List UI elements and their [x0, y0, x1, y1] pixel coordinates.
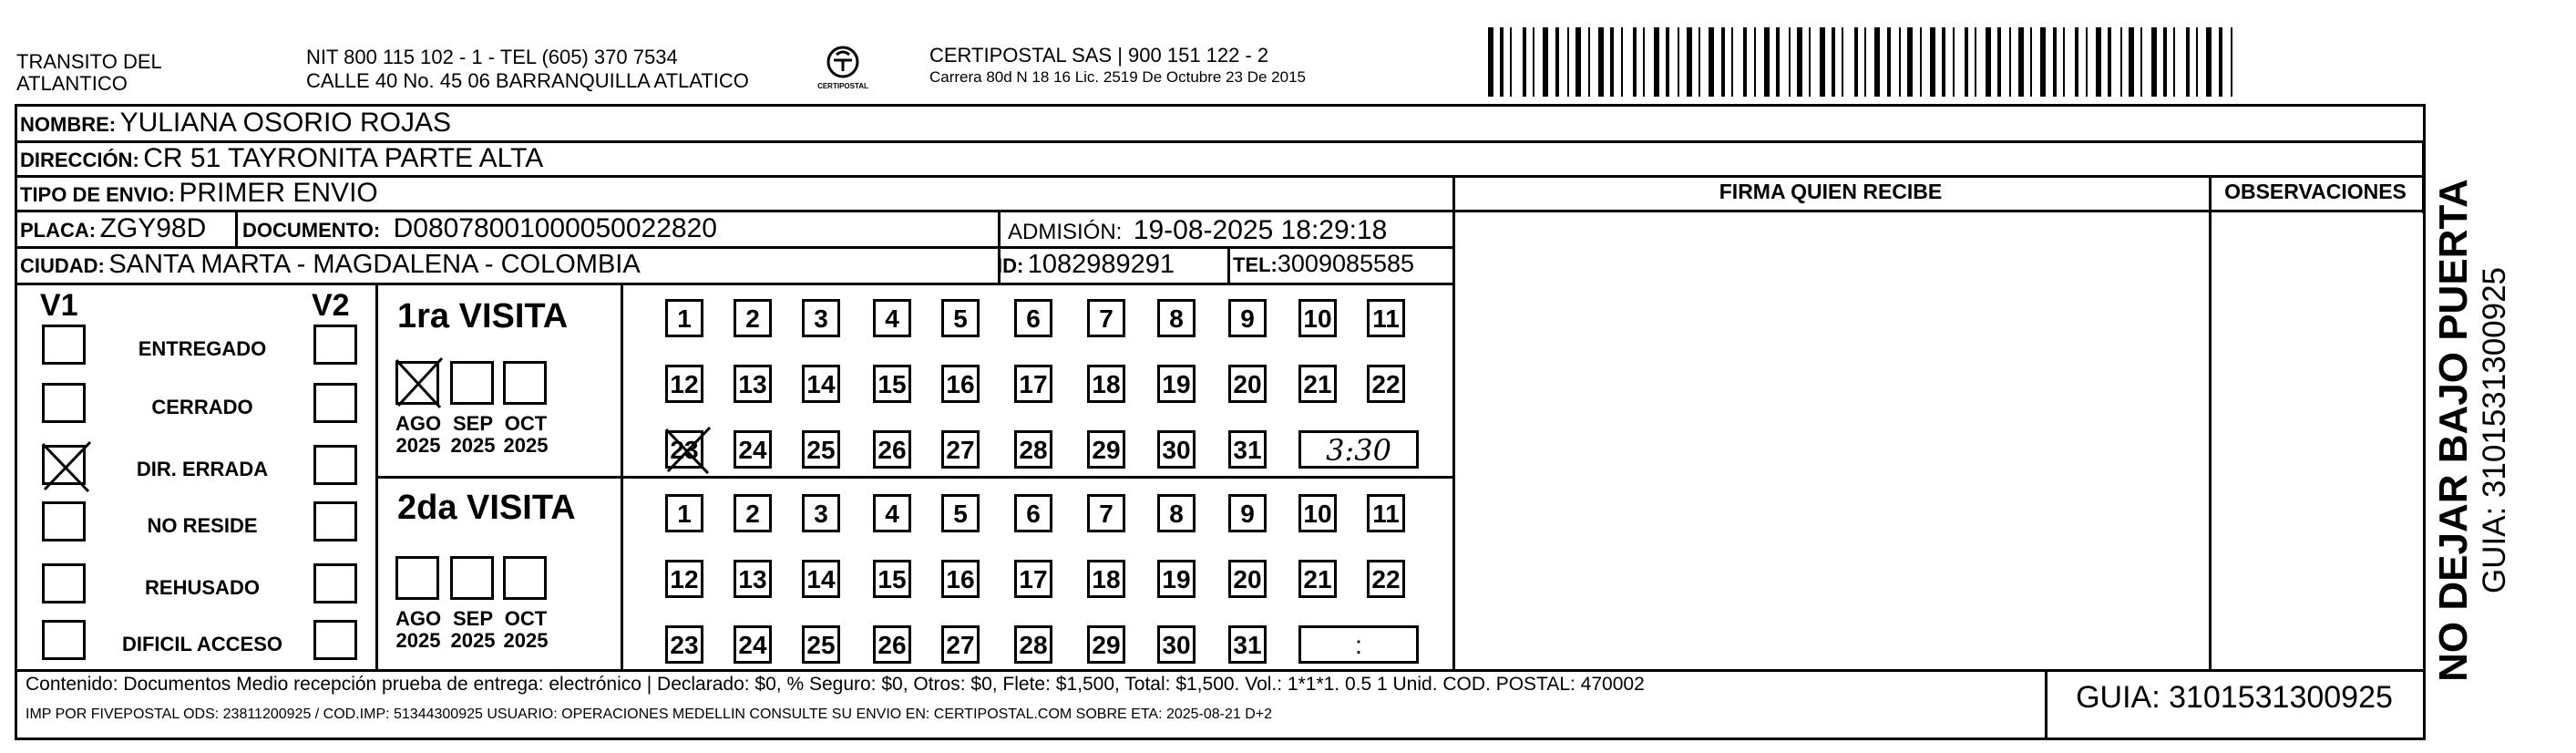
barcode-bar: [1598, 27, 1604, 97]
v2-checkbox[interactable]: [313, 501, 357, 542]
barcode-bar: [2086, 27, 2088, 97]
barcode-bar: [1953, 27, 1955, 97]
visit2-month-year: 2025: [450, 629, 496, 652]
admission-label: ADMISIÓN:: [1008, 220, 1123, 244]
contents-line: Contenido: Documentos Medio recepción prueba de entrega: electrónico | Declarado: $0, % Seguro: $0, Otros: $0, Flete: $1,500, Total: $1,500. Vol.: 1*1*1. 0.5 1 Unid. COD. POSTAL: 470002: [26, 674, 1645, 695]
visit2-day-box[interactable]: 6: [1014, 494, 1052, 532]
tel-field: [1233, 250, 1414, 278]
visit1-day-box[interactable]: 3: [802, 299, 840, 337]
v2-checkbox[interactable]: [313, 445, 357, 485]
v2-header: V2: [312, 288, 350, 323]
barcode-bar: [1621, 27, 1623, 97]
visit2-month-checkbox[interactable]: [450, 556, 494, 600]
id-field: [997, 250, 1175, 280]
visit1-month-year: 2025: [395, 434, 441, 457]
visit1-day-box[interactable]: 21: [1298, 365, 1337, 403]
signature-header: FIRMA QUIEN RECIBE: [1719, 180, 1943, 203]
visit1-day-box[interactable]: 29: [1087, 430, 1125, 469]
visit1-day-box[interactable]: 10: [1298, 299, 1337, 337]
status-label: DIR. ERRADA: [136, 458, 269, 480]
visit1-day-box[interactable]: 23: [665, 430, 703, 469]
address-row: [20, 143, 543, 174]
visit1-day-box[interactable]: 13: [734, 365, 772, 403]
visit2-month-label: AGO: [395, 607, 442, 630]
v1-header: V1: [40, 288, 78, 323]
visit1-day-box[interactable]: 18: [1087, 365, 1125, 403]
visit2-day-box[interactable]: 29: [1087, 625, 1125, 664]
status-label: NO RESIDE: [147, 514, 258, 537]
status-label: CERRADO: [151, 396, 253, 418]
visit1-day-box[interactable]: 20: [1228, 365, 1267, 403]
barcode-bar: [1754, 27, 1756, 97]
barcode-bar: [1887, 27, 1891, 97]
document-value: D08078001000050022820: [393, 213, 717, 243]
visit2-day-box[interactable]: 23: [665, 625, 703, 664]
barcode-bar: [1920, 27, 1922, 97]
sender-nit: [306, 46, 749, 93]
visit2-day-box[interactable]: 26: [873, 625, 911, 664]
barcode-bar: [1709, 27, 1714, 97]
visit1-month-label: OCT: [504, 412, 548, 435]
barcode-bar: [2009, 27, 2011, 97]
visit2-month-year: 2025: [395, 629, 441, 652]
name-label: NOMBRE:: [20, 113, 117, 136]
barcode-bar: [2206, 27, 2212, 97]
barcode-bar: [2140, 27, 2142, 97]
visit1-day-box[interactable]: 19: [1157, 365, 1196, 403]
visit2-day-box[interactable]: 9: [1228, 494, 1267, 532]
barcode-bar: [2030, 27, 2032, 97]
visit2-day-box[interactable]: 5: [941, 494, 980, 532]
v2-checkbox[interactable]: [313, 325, 357, 365]
v1-checkbox[interactable]: [42, 445, 86, 485]
visit2-day-box[interactable]: 21: [1298, 560, 1337, 598]
visit2-month-checkbox[interactable]: [503, 556, 547, 600]
side-warning: NO DEJAR BAJO PUERTA: [2431, 179, 2476, 682]
visit2-day-box[interactable]: 22: [1367, 560, 1405, 598]
barcode-bar: [2196, 27, 2198, 97]
visit2-day-box[interactable]: 16: [941, 560, 980, 598]
logo-text: CERTIPOSTAL: [817, 82, 868, 90]
visit1-day-box[interactable]: 27: [941, 430, 980, 469]
status-label: ENTREGADO: [138, 337, 267, 360]
name-value: YULIANA OSORIO ROJAS: [119, 108, 451, 138]
courier-info: [929, 44, 1306, 88]
barcode-bar: [2173, 27, 2175, 97]
visit2-time-field[interactable]: :: [1298, 625, 1419, 664]
visit2-day-box[interactable]: 20: [1228, 560, 1267, 598]
tel-value: 3009085585: [1277, 250, 1415, 277]
visit1-day-box[interactable]: 1: [665, 299, 703, 337]
document-label: DOCUMENTO:: [242, 219, 381, 242]
barcode-bar: [2129, 27, 2134, 97]
barcode-bar: [1907, 27, 1913, 97]
visit1-month-label: AGO: [395, 412, 442, 435]
nit-line-2: CALLE 40 No. 45 06 BARRANQUILLA ATLATICO: [306, 69, 749, 92]
visit1-month-checkbox[interactable]: [395, 361, 439, 405]
observations-header: OBSERVACIONES: [2224, 180, 2407, 203]
address-value: CR 51 TAYRONITA PARTE ALTA: [143, 143, 544, 173]
side-guide: GUIA: 3101531300925: [2477, 266, 2512, 594]
print-line: IMP POR FIVEPOSTAL ODS: 23811200925 / COD.IMP: 51344300925 USUARIO: OPERACIONES MEDELLIN CONSULTE SU ENVIO EN: CERTIPOSTAL.COM SOBRE ETA: 2025-08-21 D+2: [26, 707, 1273, 722]
sender-line-1: TRANSITO DEL: [16, 50, 162, 73]
v1-checkbox[interactable]: [42, 501, 86, 542]
type-label: TIPO DE ENVIO:: [20, 183, 175, 206]
barcode-bar: [1523, 27, 1526, 97]
visit2-day-box[interactable]: 2: [734, 494, 772, 532]
plate-label: PLACA:: [20, 219, 97, 242]
document-field: [242, 213, 717, 244]
visit2-day-box[interactable]: 14: [802, 560, 840, 598]
barcode-bar: [1575, 27, 1581, 97]
barcode-bar: [1543, 27, 1548, 97]
visit1-day-box[interactable]: 15: [873, 365, 911, 403]
barcode-bar: [2186, 27, 2190, 97]
visit1-day-box[interactable]: 8: [1157, 299, 1196, 337]
city-value: SANTA MARTA - MAGDALENA - COLOMBIA: [108, 250, 641, 279]
visit2-day-box[interactable]: 8: [1157, 494, 1196, 532]
barcode-bar: [1666, 27, 1669, 97]
barcode-bar: [1610, 27, 1614, 97]
barcode-bar: [1832, 27, 1835, 97]
footer-guide: GUIA: 3101531300925: [2076, 680, 2393, 715]
visit1-day-box[interactable]: 31: [1228, 430, 1267, 469]
barcode-bar: [2120, 27, 2122, 97]
visit1-month-label: SEP: [452, 412, 494, 435]
barcode-bar: [1588, 27, 1590, 97]
courier-line-1: CERTIPOSTAL SAS | 900 151 122 - 2: [929, 44, 1269, 67]
barcode-bar: [1731, 27, 1733, 97]
barcode-bar: [1567, 27, 1569, 97]
barcode-bar: [1699, 27, 1700, 97]
barcode-bar: [1743, 27, 1747, 97]
visit1-month-checkbox[interactable]: [503, 361, 547, 405]
type-row: [20, 178, 378, 209]
plate-field: [20, 213, 206, 244]
barcode-bar: [1654, 27, 1659, 97]
checkmark-x-icon: [664, 428, 712, 475]
barcode-bar: [1854, 27, 1858, 97]
visit2-day-box[interactable]: 25: [802, 625, 840, 664]
barcode-bar: [1633, 27, 1637, 97]
visit1-day-box[interactable]: 30: [1157, 430, 1196, 469]
barcode-bar: [1776, 27, 1780, 97]
barcode-bar: [1500, 27, 1504, 97]
status-label: DIFICIL ACCESO: [121, 633, 282, 655]
courier-line-2: Carrera 80d N 18 16 Lic. 2519 De Octubre 23 De 2015: [929, 68, 1306, 86]
sender-name: [16, 51, 162, 95]
visit1-day-box[interactable]: 4: [873, 299, 911, 337]
v2-checkbox[interactable]: [313, 620, 357, 660]
barcode-bar: [1643, 27, 1645, 97]
visit2-title: 2da VISITA: [397, 489, 576, 527]
v1-checkbox[interactable]: [42, 620, 86, 660]
barcode-bar: [1975, 27, 1976, 97]
barcode-bar: [1842, 27, 1843, 97]
visit2-day-box[interactable]: 11: [1367, 494, 1405, 532]
name-row: [20, 108, 451, 139]
barcode-bar: [1820, 27, 1825, 97]
visit1-day-box[interactable]: 9: [1228, 299, 1267, 337]
sender-line-2: ATLANTICO: [16, 72, 128, 95]
visit2-day-box[interactable]: 30: [1157, 625, 1196, 664]
visit1-day-box[interactable]: 25: [802, 430, 840, 469]
v1-checkbox[interactable]: [42, 563, 86, 603]
visit2-month-label: SEP: [452, 607, 494, 630]
barcode-bar: [1764, 27, 1770, 97]
visit1-day-box[interactable]: 2: [734, 299, 772, 337]
visit1-day-box[interactable]: 12: [665, 365, 703, 403]
barcode-bar: [1789, 27, 1791, 97]
barcode-bar: [2075, 27, 2078, 97]
barcode-bar: [2063, 27, 2065, 97]
visit1-day-box[interactable]: 7: [1087, 299, 1125, 337]
barcode: [1488, 27, 2237, 97]
visit2-day-box[interactable]: 12: [665, 560, 703, 598]
barcode-bar: [1864, 27, 1866, 97]
barcode-bar: [1874, 27, 1880, 97]
barcode-bar: [1965, 27, 1968, 97]
visit2-day-box[interactable]: 28: [1014, 625, 1052, 664]
barcode-bar: [1809, 27, 1811, 97]
visit2-day-box[interactable]: 19: [1157, 560, 1196, 598]
barcode-bar: [1687, 27, 1692, 97]
visit1-month-year: 2025: [450, 434, 496, 457]
visit1-day-box[interactable]: 28: [1014, 430, 1052, 469]
visit2-month-year: 2025: [503, 629, 549, 652]
barcode-bar: [1942, 27, 1945, 97]
type-value: PRIMER ENVIO: [179, 178, 378, 208]
barcode-bar: [1797, 27, 1802, 97]
barcode-bar: [2163, 27, 2167, 97]
visit2-day-box[interactable]: 18: [1087, 560, 1125, 598]
barcode-bar: [1930, 27, 1935, 97]
v2-checkbox[interactable]: [313, 383, 357, 423]
visit1-day-box[interactable]: 17: [1014, 365, 1052, 403]
id-label: ID:: [997, 254, 1024, 277]
checkmark-x-icon: [41, 442, 92, 493]
status-label: REHUSADO: [145, 576, 260, 599]
visit2-day-box[interactable]: 31: [1228, 625, 1267, 664]
city-field: [20, 250, 641, 280]
barcode-bar: [2231, 27, 2232, 97]
barcode-bar: [1721, 27, 1725, 97]
visit1-time-field[interactable]: 3:30: [1298, 430, 1419, 469]
visit2-day-box[interactable]: 7: [1087, 494, 1125, 532]
visit2-day-box[interactable]: 10: [1298, 494, 1337, 532]
side-panel: [2431, 102, 2513, 740]
visit2-day-box[interactable]: 1: [665, 494, 703, 532]
visit1-day-box[interactable]: 14: [802, 365, 840, 403]
visit1-day-box[interactable]: 16: [941, 365, 980, 403]
visit2-day-box[interactable]: 4: [873, 494, 911, 532]
tel-label: TEL:: [1233, 253, 1278, 276]
barcode-bar: [2151, 27, 2157, 97]
barcode-bar: [1997, 27, 2001, 97]
visit1-day-box[interactable]: 26: [873, 430, 911, 469]
visit2-day-box[interactable]: 3: [802, 494, 840, 532]
barcode-bar: [1986, 27, 1991, 97]
visit2-day-box[interactable]: 13: [734, 560, 772, 598]
v1-checkbox[interactable]: [42, 383, 86, 423]
barcode-bar: [2096, 27, 2101, 97]
visit1-month-year: 2025: [503, 434, 549, 457]
visit1-title: 1ra VISITA: [397, 297, 569, 335]
checkmark-x-icon: [395, 358, 444, 409]
plate-value: ZGY98D: [99, 213, 207, 243]
city-label: CIUDAD:: [20, 254, 105, 277]
barcode-bar: [2053, 27, 2057, 97]
visit1-day-box[interactable]: 5: [941, 299, 980, 337]
visit2-day-box[interactable]: 27: [941, 625, 980, 664]
barcode-bar: [1555, 27, 1559, 97]
barcode-bar: [1899, 27, 1901, 97]
barcode-bar: [1533, 27, 1534, 97]
barcode-bar: [2018, 27, 2024, 97]
barcode-bar: [2108, 27, 2111, 97]
visit1-day-box[interactable]: 6: [1014, 299, 1052, 337]
visit1-month-checkbox[interactable]: [450, 361, 494, 405]
visit2-month-checkbox[interactable]: [395, 556, 439, 600]
barcode-bar: [1488, 27, 1493, 97]
barcode-bar: [2219, 27, 2222, 97]
visit1-day-box[interactable]: 22: [1367, 365, 1405, 403]
barcode-bar: [1678, 27, 1679, 97]
visit2-day-box[interactable]: 17: [1014, 560, 1052, 598]
admission-field: [1008, 215, 1387, 246]
visit1-day-box[interactable]: 11: [1367, 299, 1405, 337]
barcode-bar: [2040, 27, 2046, 97]
visit2-day-box[interactable]: 24: [734, 625, 772, 664]
address-label: DIRECCIÓN:: [20, 149, 139, 171]
barcode-bar: [1510, 27, 1512, 97]
visit2-day-box[interactable]: 15: [873, 560, 911, 598]
admission-value: 19-08-2025 18:29:18: [1133, 215, 1388, 245]
v1-checkbox[interactable]: [42, 325, 86, 365]
v2-checkbox[interactable]: [313, 563, 357, 603]
visit1-day-box[interactable]: 24: [734, 430, 772, 469]
certipostal-logo: [811, 40, 875, 98]
id-value: 1082989291: [1027, 250, 1175, 279]
visit2-month-label: OCT: [504, 607, 548, 630]
nit-line-1: NIT 800 115 102 - 1 - TEL (605) 370 7534: [306, 46, 678, 68]
